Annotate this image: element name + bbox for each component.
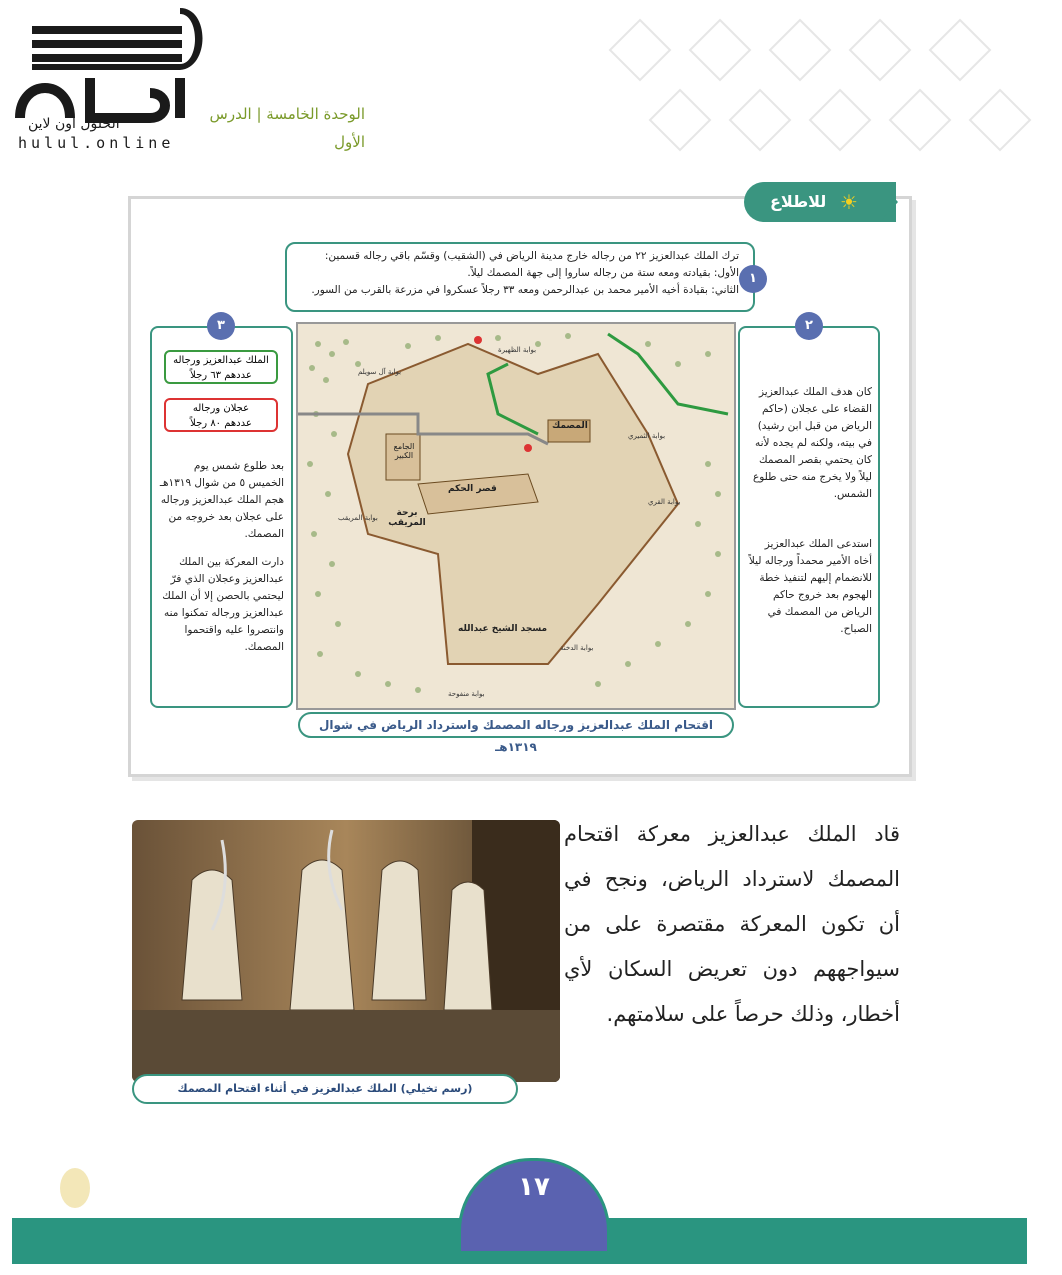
info-tag — [744, 182, 896, 222]
box-1 — [285, 242, 755, 312]
painting-caption: (رسم تخيلي) الملك عبدالعزيز في أثناء اقتحام المصمك — [132, 1074, 518, 1104]
legend-green-line-2: عددهم ٦٣ رجلاً — [190, 370, 252, 381]
box-1-line-2: الأول: بقيادته ومعه ستة من رجاله ساروا إلى جهة المصمك ليلاً. — [467, 267, 739, 279]
box-2-paragraph-2: استدعى الملك عبدالعزيز أخاه الأمير محمداً ورجاله ليلاً للانضمام إليهم لتنفيذ خطة الهجوم بعد خروج حاكم الرياض من المصمك في الصباح. — [748, 538, 872, 635]
map-label-barha: برحة المريقب — [388, 508, 426, 528]
map-label-gate-mureiqib: بوابة المريقب — [338, 514, 378, 522]
info-tag-label: للاطلاع — [770, 192, 827, 211]
legend-green — [164, 350, 278, 384]
painting-image — [132, 820, 560, 1082]
logo-english-text: hulul.online — [18, 134, 175, 152]
corner-emblem-icon — [60, 1168, 90, 1208]
page-number: ١٧ — [518, 1172, 550, 1202]
map-label-qasr: قصر الحكم — [448, 484, 497, 494]
box-1-number: ١ — [739, 265, 767, 293]
logo-arabic-text: الحلول اون لاين — [28, 116, 120, 132]
map-caption: اقتحام الملك عبدالعزيز ورجاله المصمك واسترداد الرياض في شوال ١٣١٩هـ — [298, 712, 734, 738]
map-label-masjid: مسجد الشيخ عبدالله — [458, 624, 548, 634]
legend-green-line-1: الملك عبدالعزيز ورجاله — [173, 355, 269, 366]
map-label-gate-dakhna: بوابة الدخنة — [560, 644, 594, 652]
map-label-gate-thumairi: بوابة الثميري — [628, 432, 666, 440]
legend-red — [164, 398, 278, 432]
body-paragraph: قاد الملك عبدالعزيز معركة اقتحام المصمك لاسترداد الرياض، ونجح في أن تكون المعركة مقتصرة على من سيواجههم دون تعريض السكان لأي أخطار، وذلك حرصاً على سلامتهم. — [564, 822, 900, 1026]
map-label-masmak: المصمك — [552, 421, 588, 431]
unit-title: الوحدة الخامسة | الدرس الأول — [209, 105, 365, 151]
box-3-paragraph-1: بعد طلوع شمس يوم الخميس ٥ من شوال ١٣١٩هـ هجم الملك عبدالعزيز ورجاله على عجلان بعد خروجه من المصمك. — [159, 460, 284, 540]
background-pattern — [560, 0, 1060, 200]
box-2-number: ٢ — [795, 312, 823, 340]
legend-red-line-1: عجلان ورجاله — [192, 403, 250, 414]
map-label-jami: الجامع الكبير — [393, 442, 415, 460]
map-label-gate-suwailim: بوابة آل سويلم — [358, 368, 402, 376]
painting-drawing — [132, 820, 560, 1082]
map-label-gate-manfouha: بوابة منفوحة — [448, 690, 485, 698]
map-label-gate-thaharah: بوابة الظهيرة — [498, 346, 537, 354]
box-3-number: ٣ — [207, 312, 235, 340]
box-2-paragraph-1: كان هدف الملك عبدالعزيز القضاء على عجلان (حاكم الرياض من قبل ابن رشيد) في بيته، ولكنه لم يجده لأنه كان يحتمي بقصر المصمك ليلاً ولا يخرج منه حتى طلوع الشمس. — [752, 386, 872, 500]
box-1-line-1: ترك الملك عبدالعزيز ٢٢ من رجاله خارج مدينة الرياض في (الشقيب) وقسّم باقي رجاله قسمين: — [324, 250, 739, 262]
marker-red-1 — [474, 336, 482, 344]
marker-red-2 — [524, 444, 532, 452]
riyadh-map — [296, 322, 736, 710]
info-tag-arrow — [880, 182, 898, 222]
map-label-gate-qiri: بوابة القري — [648, 498, 681, 506]
legend-red-line-2: عددهم ٨٠ رجلاً — [190, 418, 252, 429]
box-1-line-3: الثاني: بقيادة أخيه الأمير محمد بن عبدالرحمن ومعه ٣٣ رجلاً عسكروا في مزرعة بالقرب من السور. — [311, 284, 739, 296]
lightbulb-icon: ☀ — [840, 190, 858, 214]
box-3-paragraph-2: دارت المعركة بين الملك عبدالعزيز وعجلان الذي فرّ ليحتمي بالحصن إلا أن الملك عبدالعزيز ورجاله تمكنوا منه وانتصروا عليه واقتحموا المصمك. — [162, 556, 284, 653]
